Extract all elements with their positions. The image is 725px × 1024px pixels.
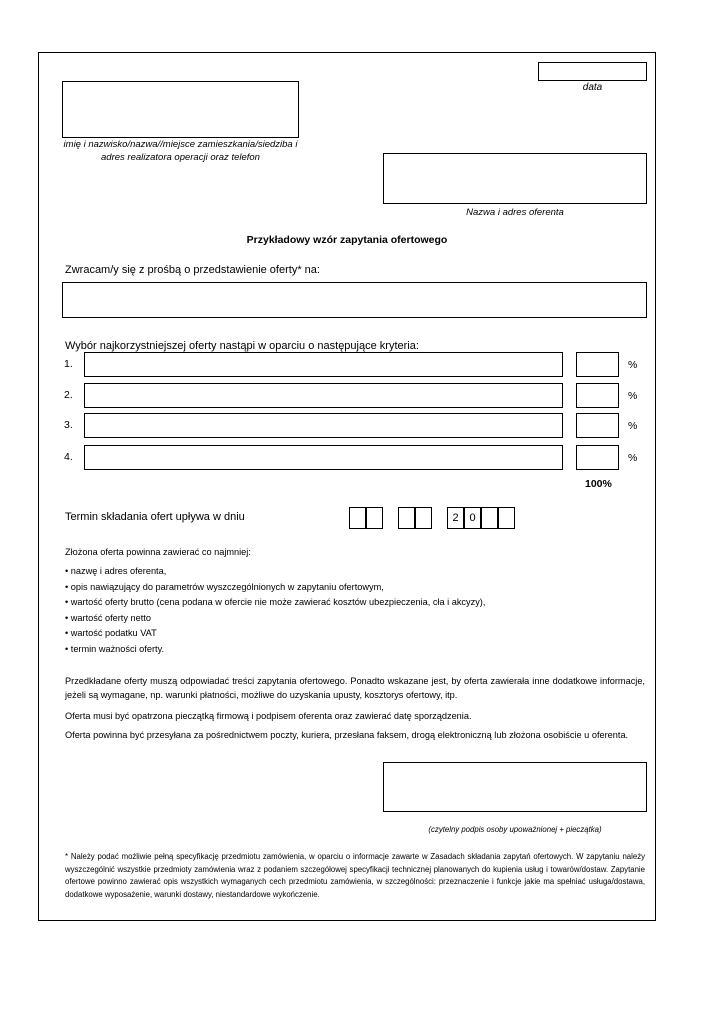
criteria-total: 100% <box>585 478 612 490</box>
deadline-year-digit-1[interactable]: 2 <box>447 507 464 529</box>
criteria-row-1-weight[interactable] <box>576 352 619 377</box>
deadline-day-digit-2[interactable] <box>366 507 383 529</box>
realizator-caption: imię i nazwisko/nazwa//miejsce zamieszkania/siedziba i adres realizatora operacji oraz telefon <box>63 139 298 163</box>
date-field[interactable] <box>538 62 647 81</box>
deadline-day-digit-1[interactable] <box>349 507 366 529</box>
list-item: • wartość oferty brutto (cena podana w ofercie nie może zawierać kosztów ubezpieczenia, cła i akcyzy), <box>65 597 486 607</box>
criteria-row-3-weight[interactable] <box>576 413 619 438</box>
criteria-row-1-unit: % <box>628 359 638 371</box>
list-item: • opis nawiązujący do parametrów wyszczególnionych w zapytaniu ofertowym, <box>65 581 384 592</box>
criteria-row-1-field[interactable] <box>84 352 563 377</box>
deadline-year-digit-4[interactable] <box>498 507 515 529</box>
deadline-month-digit-2[interactable] <box>415 507 432 529</box>
criteria-row-4-weight[interactable] <box>576 445 619 470</box>
page-title: Przykładowy wzór zapytania ofertowego <box>246 234 448 246</box>
criteria-row-2-number: 2. <box>64 389 73 401</box>
paragraph-stamp: Oferta musi być opatrzona pieczątką firmową i podpisem oferenta oraz zawierać datę sporządzenia. <box>65 711 472 721</box>
contents-intro: Złożona oferta powinna zawierać co najmniej: <box>65 547 251 557</box>
footnote: * Należy podać możliwie pełną specyfikację przedmiotu zamówienia, w oparciu o informacje zawarte w Zasadach składania zapytań ofertowych. W zapytaniu należy wyszczególnić wszystkie przedmioty zamówienia wraz z podaniem szczegółowej specyfikacji technicznej planowanych do kupienia usług i towarów/dostaw. Zapytanie ofertowe powinno zawierać opis wszystkich wymaganych cech przedmiotu zamówienia, w szczególności: przeznaczenie i funkcje jakie ma spełniać usługa/dostawa, dodatkowe wyposażenie, warunki dostawy, niestandardowe wykończenie. <box>65 852 645 899</box>
realizator-field[interactable] <box>62 81 299 138</box>
contents-list <box>65 564 645 657</box>
deadline-year-digit-2[interactable]: 0 <box>464 507 481 529</box>
request-subject-field[interactable] <box>62 282 647 318</box>
paragraph-delivery: Oferta powinna być przesyłana za pośrednictwem poczty, kuriera, przesłana faksem, drogą elektroniczną lub złożona osobiście u oferenta. <box>65 730 629 740</box>
criteria-row-1-number: 1. <box>64 358 73 370</box>
criteria-row-3-unit: % <box>628 420 638 432</box>
criteria-row-3-field[interactable] <box>84 413 563 438</box>
oferent-field[interactable] <box>383 153 647 204</box>
criteria-row-4-number: 4. <box>64 451 73 463</box>
list-item: • nazwę i adres oferenta, <box>65 566 167 576</box>
criteria-row-2-field[interactable] <box>84 383 563 408</box>
deadline-label: Termin składania ofert upływa w dniu <box>65 511 245 523</box>
signature-field[interactable] <box>383 762 647 812</box>
oferent-caption: Nazwa i adres oferenta <box>466 207 564 218</box>
paragraph-requirements: Przedkładane oferty muszą odpowiadać treści zapytania ofertowego. Ponadto wskazane jest, by oferta zawierała inne dodatkowe informacje, jeżeli są wymagane, np. warunki płatności, możliwe do uzyskania upusty, kosztorys ofertowy, itp. <box>65 676 645 700</box>
criteria-row-3-number: 3. <box>64 419 73 431</box>
list-item: • termin ważności oferty. <box>65 643 165 654</box>
request-intro: Zwracam/y się z prośbą o przedstawienie oferty* na: <box>65 264 320 276</box>
list-item: • wartość oferty netto <box>65 612 151 623</box>
criteria-row-2-weight[interactable] <box>576 383 619 408</box>
list-item: • wartość podatku VAT <box>65 628 157 638</box>
signature-caption: (czytelny podpis osoby upoważnionej + pieczątka) <box>428 825 602 834</box>
criteria-row-4-field[interactable] <box>84 445 563 470</box>
deadline-year-digit-3[interactable] <box>481 507 498 529</box>
criteria-intro: Wybór najkorzystniejszej oferty nastąpi w oparciu o następujące kryteria: <box>65 340 419 352</box>
criteria-row-2-unit: % <box>628 390 638 402</box>
date-caption: data <box>582 82 603 93</box>
deadline-month-digit-1[interactable] <box>398 507 415 529</box>
criteria-row-4-unit: % <box>628 452 638 464</box>
